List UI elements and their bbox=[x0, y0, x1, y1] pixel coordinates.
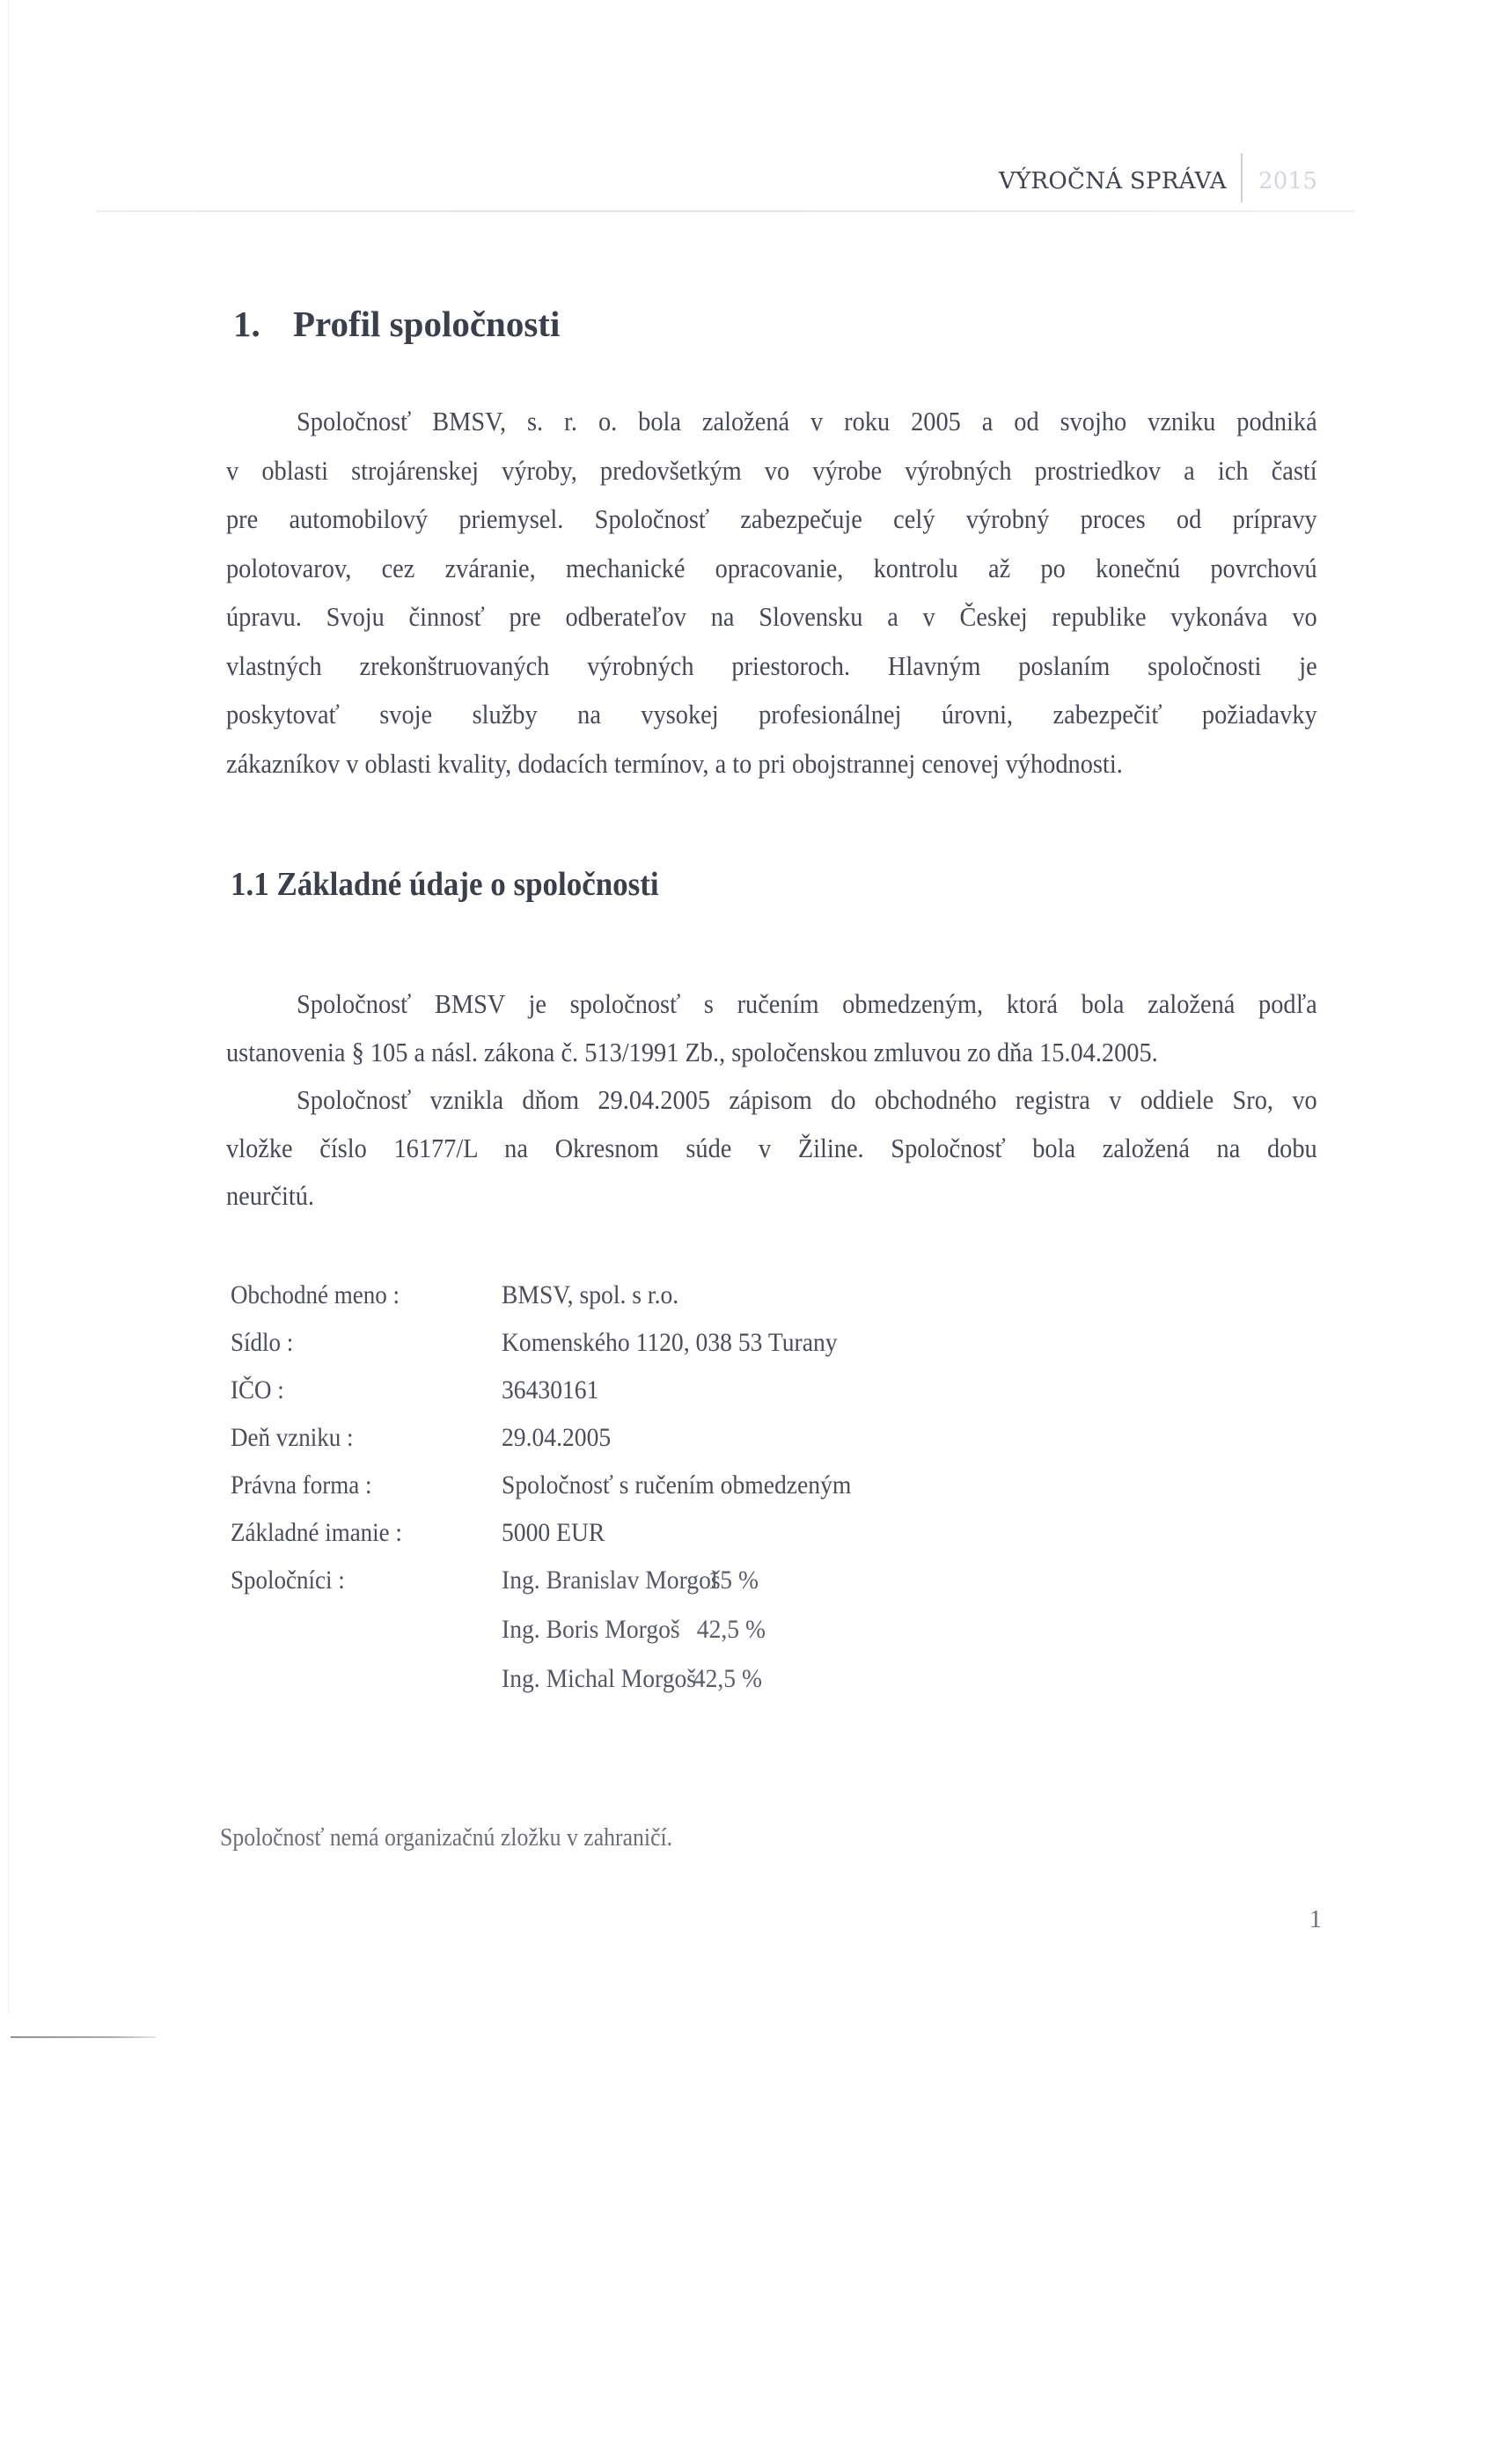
partner-share: 42,5 % bbox=[693, 1664, 762, 1693]
partner-name: Ing. Michal Morgoš bbox=[502, 1664, 697, 1693]
foreign-branch-note: Spoločnosť nemá organizačnú zložku v zahraničí. bbox=[220, 1824, 673, 1852]
profile-paragraph bbox=[226, 398, 1317, 788]
paragraph-line: Spoločnosť BMSV je spoločnosť s ručením obmedzeným, ktorá bola založená podľa bbox=[296, 989, 1317, 1019]
paragraph-line: poskytovať svoje služby na vysokej profesionálnej úrovni, zabezpečiť požiadavky bbox=[226, 700, 1317, 730]
section-title-text: Profil spoločnosti bbox=[293, 304, 561, 344]
header-separator bbox=[1241, 153, 1243, 202]
partner-name: Ing. Branislav Morgoš bbox=[502, 1566, 721, 1595]
subsection-title-basic-info: 1.1 Základné údaje o spoločnosti bbox=[231, 866, 659, 903]
paragraph-line: Spoločnosť BMSV, s. r. o. bola založená v roku 2005 a od svojho vzniku podniká bbox=[296, 407, 1317, 436]
report-year: 2015 bbox=[1258, 168, 1318, 194]
info-label: Základné imanie : bbox=[231, 1518, 402, 1547]
info-label: IČO : bbox=[231, 1375, 284, 1404]
info-value: Spoločnosť s ručením obmedzeným bbox=[502, 1470, 852, 1500]
info-label: Sídlo : bbox=[231, 1328, 294, 1357]
info-label: Obchodné meno : bbox=[231, 1280, 400, 1309]
paragraph-line: vložke číslo 16177/L na Okresnom súde v Žiline. Spoločnosť bola založená na dobu bbox=[226, 1133, 1317, 1163]
partner-name: Ing. Boris Morgoš bbox=[502, 1615, 680, 1644]
paragraph-line: Spoločnosť vznikla dňom 29.04.2005 zápisom do obchodného registra v oddiele Sro, vo bbox=[296, 1085, 1317, 1115]
scan-left-edge bbox=[8, 0, 9, 2015]
paragraph-line: vlastných zrekonštruovaných výrobných priestoroch. Hlavným poslaním spoločnosti je bbox=[226, 650, 1317, 681]
paragraph-line: v oblasti strojárenskej výroby, predovšetkým vo výrobe výrobných prostriedkov a ich častí bbox=[226, 455, 1317, 486]
paragraph-line: zákazníkov v oblasti kvality, dodacích termínov, a to pri obojstrannej cenovej výhodnosti. bbox=[226, 748, 1123, 779]
info-value: 29.04.2005 bbox=[502, 1423, 612, 1452]
partners-label: Spoločníci : bbox=[231, 1566, 345, 1595]
info-value: 36430161 bbox=[502, 1375, 599, 1404]
basic-info-paragraph bbox=[226, 980, 1317, 1221]
info-label: Právna forma : bbox=[231, 1470, 372, 1500]
partner-share: 15 % bbox=[708, 1566, 759, 1595]
page-number: 1 bbox=[1309, 1906, 1322, 1933]
info-value: Komenského 1120, 038 53 Turany bbox=[502, 1328, 838, 1357]
info-label: Deň vzniku : bbox=[231, 1423, 354, 1452]
paragraph-line: úpravu. Svoju činnosť pre odberateľov na Slovensku a v Českej republike vykonáva vo bbox=[226, 602, 1317, 632]
info-value: 5000 EUR bbox=[502, 1518, 605, 1547]
report-title: VÝROČNÁ SPRÁVA bbox=[999, 168, 1227, 194]
paragraph-line: ustanovenia § 105 a násl. zákona č. 513/1991 Zb., spoločenskou zmluvou zo dňa 15.04.2005. bbox=[226, 1037, 1158, 1067]
info-value: BMSV, spol. s r.o. bbox=[502, 1280, 679, 1309]
paragraph-line: pre automobilový priemysel. Spoločnosť zabezpečuje celý výrobný proces od prípravy bbox=[226, 504, 1317, 534]
header-divider bbox=[97, 210, 1355, 212]
footer-divider bbox=[11, 2036, 156, 2038]
section-number: 1. bbox=[233, 304, 260, 344]
running-header bbox=[999, 157, 1317, 206]
section-title-profile bbox=[233, 303, 560, 345]
paragraph-line: neurčitú. bbox=[226, 1181, 315, 1211]
partner-share: 42,5 % bbox=[696, 1615, 766, 1644]
paragraph-line: polotovarov, cez zváranie, mechanické opracovanie, kontrolu až po konečnú povrchovú bbox=[226, 553, 1317, 583]
